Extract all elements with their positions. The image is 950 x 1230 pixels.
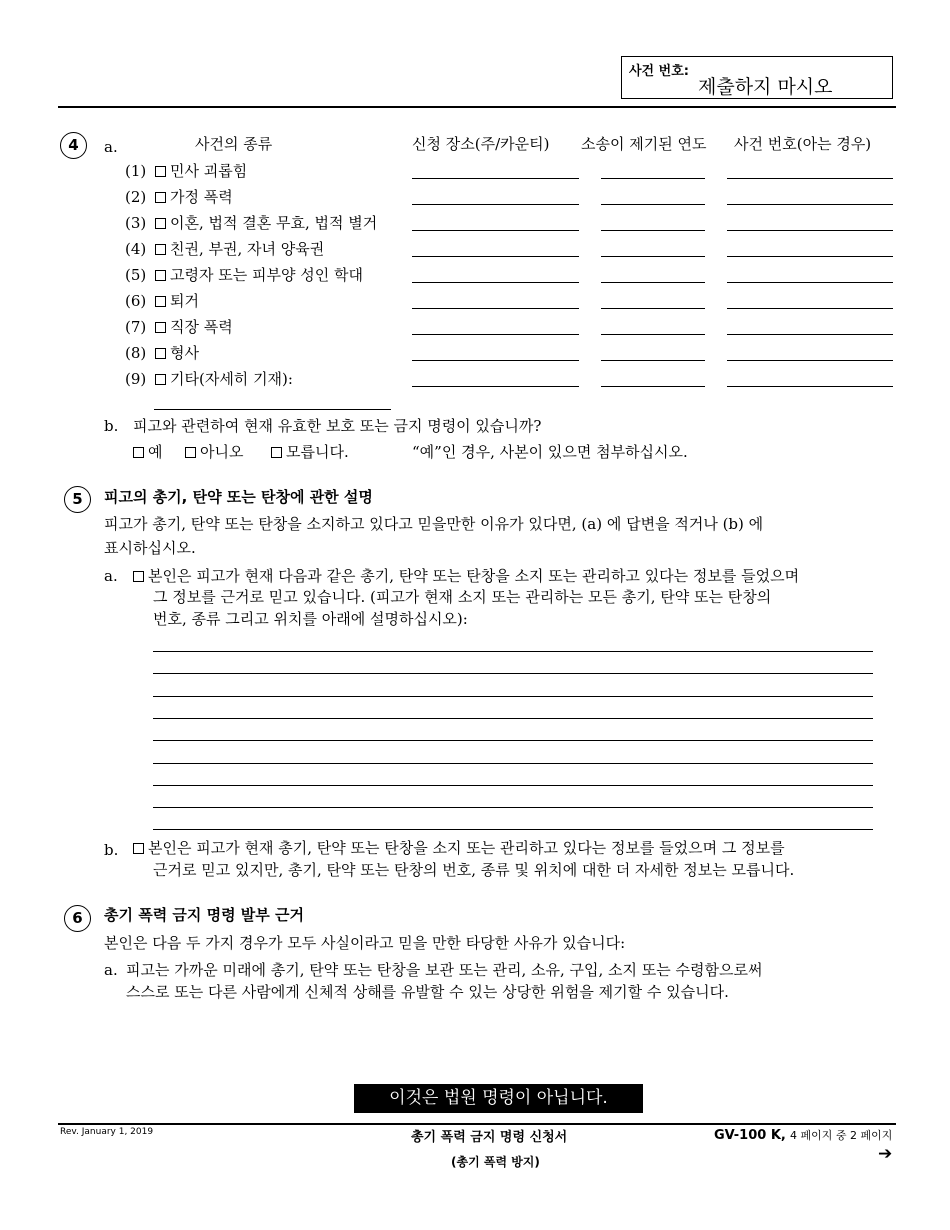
case-type-checkbox[interactable] <box>155 166 166 177</box>
year-field[interactable] <box>601 256 705 257</box>
case-type-checkbox[interactable] <box>155 296 166 307</box>
case-type-label: 기타(자세히 기재): <box>170 370 293 388</box>
footer-rule <box>58 1123 896 1125</box>
year-field[interactable] <box>601 282 705 283</box>
case-type-label: 형사 <box>170 344 199 362</box>
case-type-label: 친권, 부권, 자녀 양육권 <box>170 240 325 258</box>
case-type-option[interactable] <box>155 291 199 311</box>
location-field[interactable] <box>412 386 579 387</box>
case-number-field[interactable] <box>727 282 893 283</box>
case-number-field[interactable] <box>727 204 893 205</box>
case-type-checkbox[interactable] <box>155 348 166 359</box>
case-type-label: 이혼, 법적 결혼 무효, 법적 별거 <box>170 214 378 232</box>
option-yes[interactable]: 예 <box>133 442 163 462</box>
section-5a-line-1: 본인은 피고가 현재 다음과 같은 총기, 탄약 또는 탄창을 소지 또는 관리하고 있다는 정보를 들었으며 <box>133 566 799 586</box>
location-field[interactable] <box>412 230 579 231</box>
case-type-number: (6) <box>125 292 147 310</box>
firearms-description-line[interactable] <box>153 673 873 674</box>
case-type-checkbox[interactable] <box>155 270 166 281</box>
case-number-box <box>621 56 893 99</box>
col-case-type: 사건의 종류 <box>195 135 273 153</box>
option-no[interactable]: 아니오 <box>185 442 243 462</box>
case-type-number: (4) <box>125 240 147 258</box>
revision-date: Rev. January 1, 2019 <box>60 1127 154 1137</box>
page-count: 4 페이지 중 2 페이지 <box>790 1129 893 1142</box>
firearms-description-line[interactable] <box>153 807 873 808</box>
section-6a-line-2: 스스로 또는 다른 사람에게 신체적 상해를 유발할 수 있는 상당한 위험을 제기할 수 있습니다. <box>126 983 729 1001</box>
case-type-option[interactable] <box>155 317 233 337</box>
year-field[interactable] <box>601 204 705 205</box>
case-number-field[interactable] <box>727 386 893 387</box>
year-field[interactable] <box>601 178 705 179</box>
section-5b-checkbox[interactable] <box>133 843 144 854</box>
case-number-label: 사건 번호: <box>629 64 689 79</box>
location-field[interactable] <box>412 282 579 283</box>
case-number-value: 제출하지 마시오 <box>698 76 833 98</box>
attach-copy-note: “예”인 경우, 사본이 있으면 첨부하십시오. <box>412 443 688 461</box>
case-type-label: 민사 괴롭힘 <box>170 162 248 180</box>
section-6a-label: a. <box>104 961 118 979</box>
case-number-field[interactable] <box>727 178 893 179</box>
section-5-intro-1: 피고가 총기, 탄약 또는 탄창을 소지하고 있다고 믿을만한 이유가 있다면, (a) 에 답변을 적거나 (b) 에 <box>104 515 764 533</box>
form-subtitle: (총기 폭력 방지) <box>451 1155 540 1169</box>
case-type-option[interactable] <box>155 161 247 181</box>
case-number-field[interactable] <box>727 256 893 257</box>
col-case-no: 사건 번호(아는 경우) <box>734 135 872 153</box>
form-id: GV-100 K, <box>714 1128 786 1143</box>
section-4a-label: a. <box>104 138 118 156</box>
section-6-intro: 본인은 다음 두 가지 경우가 모두 사실이라고 믿을 만한 타당한 사유가 있습니다: <box>104 934 626 952</box>
case-type-option[interactable] <box>155 187 233 207</box>
case-type-checkbox[interactable] <box>155 218 166 229</box>
section-5-title: 피고의 총기, 탄약 또는 탄창에 관한 설명 <box>104 488 373 506</box>
case-type-label: 고령자 또는 피부양 성인 학대 <box>170 266 363 284</box>
case-type-checkbox[interactable] <box>155 192 166 203</box>
section-5-number: 5 <box>64 486 91 513</box>
section-4-number: 4 <box>60 132 87 159</box>
col-year: 소송이 제기된 연도 <box>581 135 707 153</box>
case-number-field[interactable] <box>727 230 893 231</box>
no-checkbox[interactable] <box>185 447 196 458</box>
next-page-arrow-icon: ➔ <box>878 1144 893 1164</box>
section-5a-checkbox[interactable] <box>133 571 144 582</box>
year-field[interactable] <box>601 386 705 387</box>
case-type-checkbox[interactable] <box>155 374 166 385</box>
other-details-line[interactable] <box>154 409 391 410</box>
year-field[interactable] <box>601 334 705 335</box>
header-rule <box>58 106 896 108</box>
section-5b-line-2: 근거로 믿고 있지만, 총기, 탄약 또는 탄창의 번호, 종류 및 위치에 대한 더 자세한 정보는 모릅니다. <box>153 861 795 879</box>
year-field[interactable] <box>601 230 705 231</box>
case-type-option[interactable] <box>155 343 199 363</box>
col-location: 신청 장소(주/카운티) <box>412 135 550 153</box>
section-4b-label: b. <box>104 417 119 435</box>
case-type-option[interactable] <box>155 239 324 259</box>
unknown-checkbox[interactable] <box>271 447 282 458</box>
case-type-option[interactable] <box>155 213 377 233</box>
case-type-number: (3) <box>125 214 147 232</box>
location-field[interactable] <box>412 256 579 257</box>
case-type-number: (9) <box>125 370 147 388</box>
section-6-number: 6 <box>64 905 91 932</box>
location-field[interactable] <box>412 178 579 179</box>
case-type-number: (8) <box>125 344 147 362</box>
case-type-checkbox[interactable] <box>155 322 166 333</box>
firearms-description-line[interactable] <box>153 763 873 764</box>
section-6-title: 총기 폭력 금지 명령 발부 근거 <box>104 906 304 924</box>
case-type-number: (2) <box>125 188 147 206</box>
firearms-description-line[interactable] <box>153 718 873 719</box>
case-type-option[interactable] <box>155 369 293 389</box>
case-type-number: (5) <box>125 266 147 284</box>
location-field[interactable] <box>412 204 579 205</box>
case-type-label: 퇴거 <box>170 292 199 310</box>
location-field[interactable] <box>412 334 579 335</box>
case-type-checkbox[interactable] <box>155 244 166 255</box>
firearms-description-line[interactable] <box>153 740 873 741</box>
year-field[interactable] <box>601 308 705 309</box>
case-number-field[interactable] <box>727 360 893 361</box>
form-title: 총기 폭력 금지 명령 신청서 <box>411 1130 568 1145</box>
firearms-description-line[interactable] <box>153 785 873 786</box>
case-type-label: 직장 폭력 <box>170 318 233 336</box>
section-5-intro-2: 표시하십시오. <box>104 539 196 557</box>
not-court-order-banner: 이것은 법원 명령이 아닙니다. <box>354 1084 643 1113</box>
firearms-description-line[interactable] <box>153 696 873 697</box>
location-field[interactable] <box>412 308 579 309</box>
protective-order-question: 피고와 관련하여 현재 유효한 보호 또는 금지 명령이 있습니까? <box>133 417 542 435</box>
year-field[interactable] <box>601 360 705 361</box>
section-5a-line-3: 번호, 종류 그리고 위치를 아래에 설명하십시오): <box>153 610 468 628</box>
case-type-label: 가정 폭력 <box>170 188 233 206</box>
case-type-number: (7) <box>125 318 147 336</box>
case-type-number: (1) <box>125 162 147 180</box>
case-type-option[interactable] <box>155 265 363 285</box>
section-6a-line-1: 피고는 가까운 미래에 총기, 탄약 또는 탄창을 보관 또는 관리, 소유, 구입, 소지 또는 수령함으로써 <box>126 961 763 979</box>
firearms-description-line[interactable] <box>153 829 873 830</box>
section-5b-line-1: 본인은 피고가 현재 총기, 탄약 또는 탄창을 소지 또는 관리하고 있다는 정보를 들었으며 그 정보를 <box>133 838 785 858</box>
firearms-description-line[interactable] <box>153 651 873 652</box>
section-5a-label: a. <box>104 567 118 585</box>
case-number-field[interactable] <box>727 308 893 309</box>
section-5b-label: b. <box>104 841 119 859</box>
option-unknown[interactable]: 모릅니다. <box>271 442 349 462</box>
location-field[interactable] <box>412 360 579 361</box>
section-5a-line-2: 그 정보를 근거로 믿고 있습니다. (피고가 현재 소지 또는 관리하는 모든 총기, 탄약 또는 탄창의 <box>153 588 772 606</box>
case-number-field[interactable] <box>727 334 893 335</box>
yes-checkbox[interactable] <box>133 447 144 458</box>
page-info <box>714 1126 892 1146</box>
